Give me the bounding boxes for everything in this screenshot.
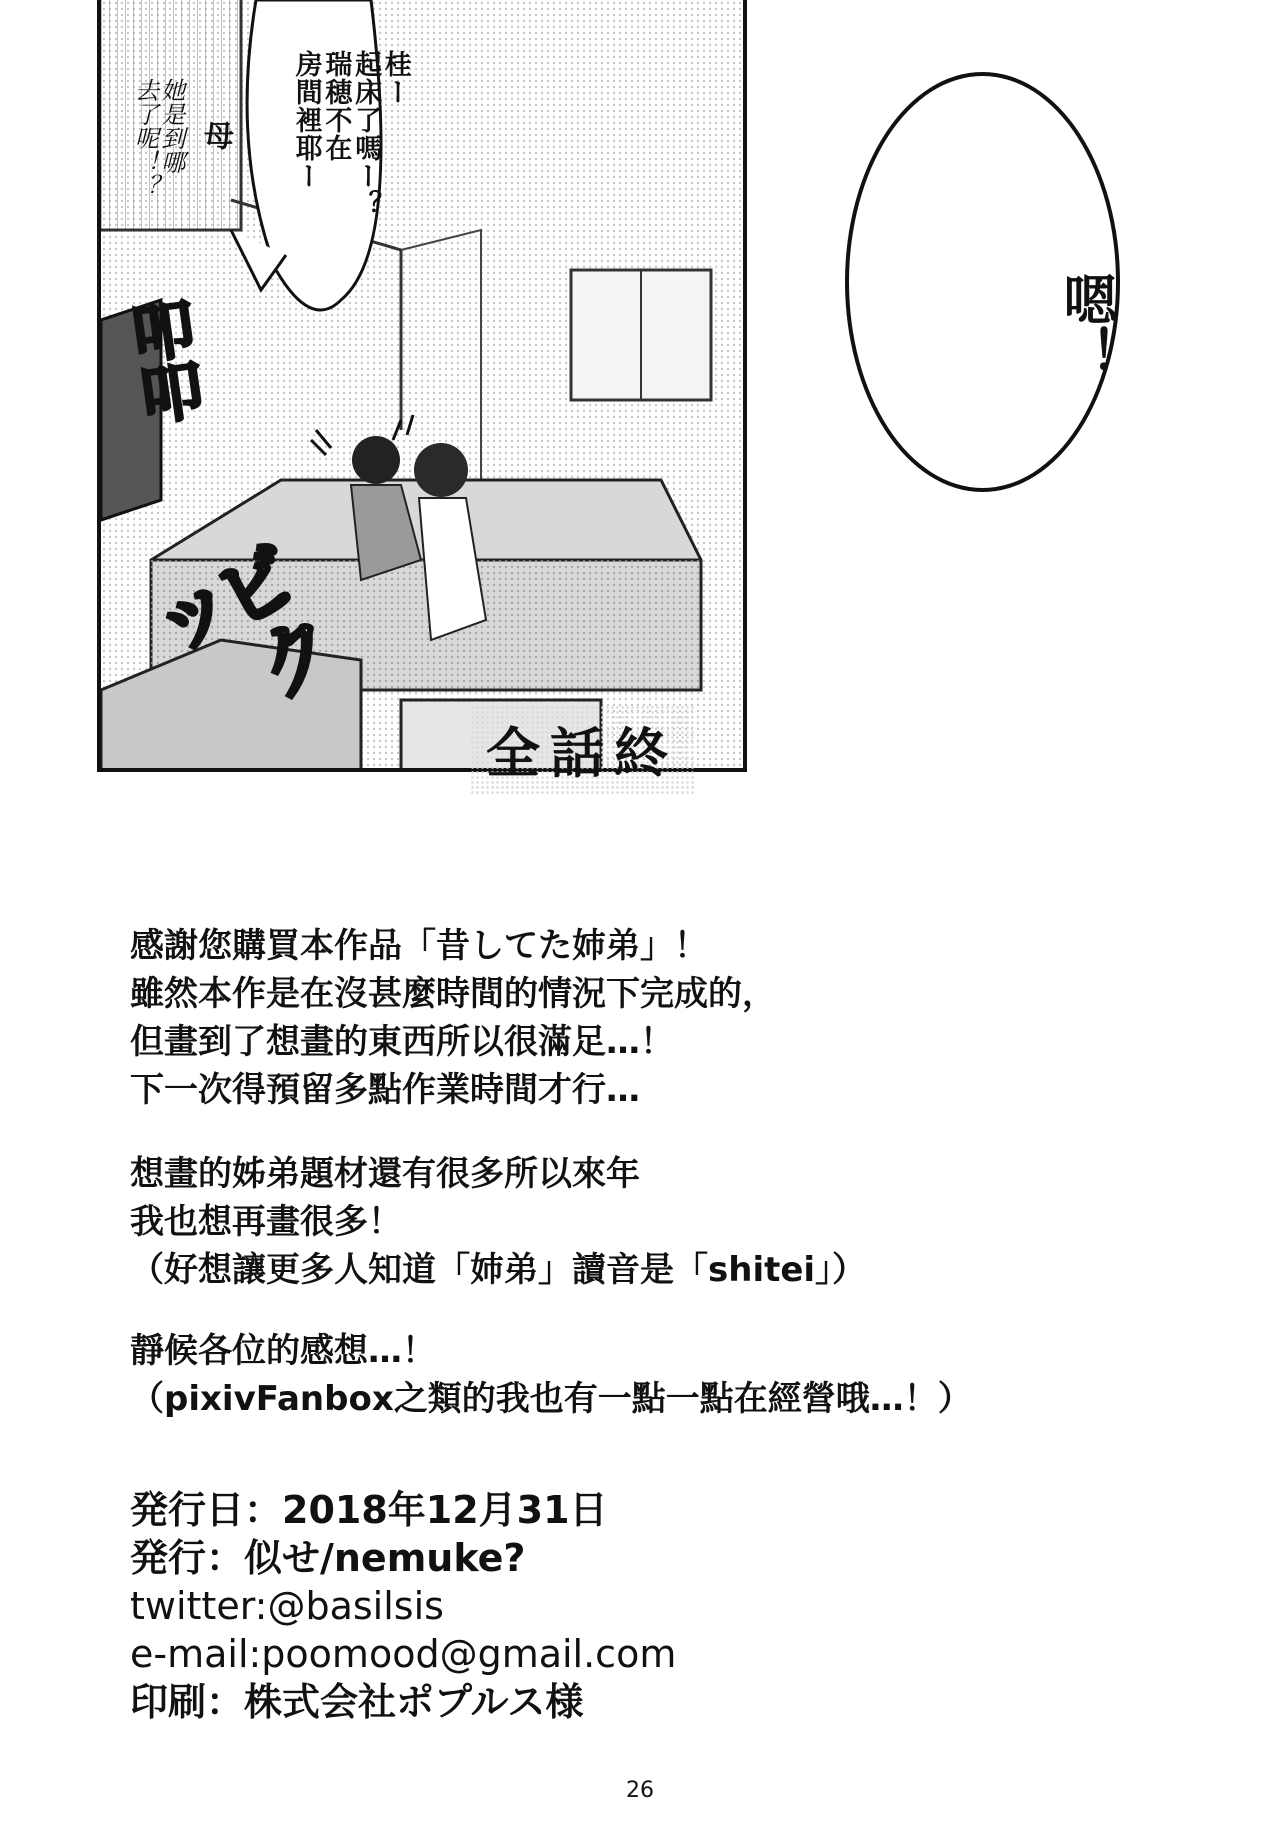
afterword-line: 靜候各位的感想…！: [130, 1331, 436, 1371]
reply-speech-bubble: [845, 72, 1120, 492]
colophon: [130, 1486, 676, 1726]
afterword-line: 但畫到了想畫的東西所以很滿足…！: [130, 1022, 674, 1062]
afterword-line: 想畫的姊弟題材還有很多所以來年: [130, 1154, 640, 1194]
release-date: 発行日：2018年12月31日: [130, 1488, 608, 1532]
speech-line: 起床了嗎ー？: [350, 50, 382, 218]
afterword-line: （pixivFanbox之類的我也有一點一點在經營哦…！）: [130, 1379, 972, 1419]
twitter-handle: twitter:@basilsis: [130, 1584, 444, 1628]
whisper-line: 她是到哪: [156, 78, 185, 174]
printer: 印刷：株式会社ポプルス様: [130, 1680, 584, 1724]
speech-line: 房間裡耶ー: [290, 50, 322, 190]
startle-sound-effect: ビクッ: [120, 530, 351, 716]
afterword-line: 我也想再畫很多！: [130, 1202, 402, 1242]
whisper-line: 去了呢！？: [130, 78, 159, 198]
afterword-line: 感謝您購買本作品「昔してた姉弟」！: [130, 926, 708, 966]
email-address: e-mail:poomood@gmail.com: [130, 1632, 677, 1676]
reply-bubble-text: 嗯！: [1055, 272, 1118, 380]
end-stamp: 全話終: [470, 705, 694, 794]
speech-line: 桂ー: [379, 50, 411, 106]
whisper-text: [131, 78, 184, 198]
afterword-paragraph-2: [130, 1150, 866, 1294]
speaker-label: 母: [198, 120, 233, 150]
speech-line: 瑞穂不在: [320, 50, 352, 162]
knock-sound-effect: 叩叩: [117, 295, 208, 429]
speech-bubble-text: [291, 50, 410, 218]
afterword-line: 雖然本作是在沒甚麼時間的情況下完成的，: [130, 974, 776, 1014]
publisher: 発行：似せ/nemuke?: [130, 1536, 526, 1580]
afterword-paragraph-3: [130, 1327, 972, 1423]
page-number: 26: [626, 1778, 654, 1803]
manga-panel: [97, 0, 747, 772]
afterword-paragraph-1: [130, 922, 776, 1114]
afterword-line: 下一次得預留多點作業時間才行…: [130, 1070, 640, 1110]
afterword-line: （好想讓更多人知道「姉弟」讀音是「shitei」）: [130, 1250, 867, 1290]
